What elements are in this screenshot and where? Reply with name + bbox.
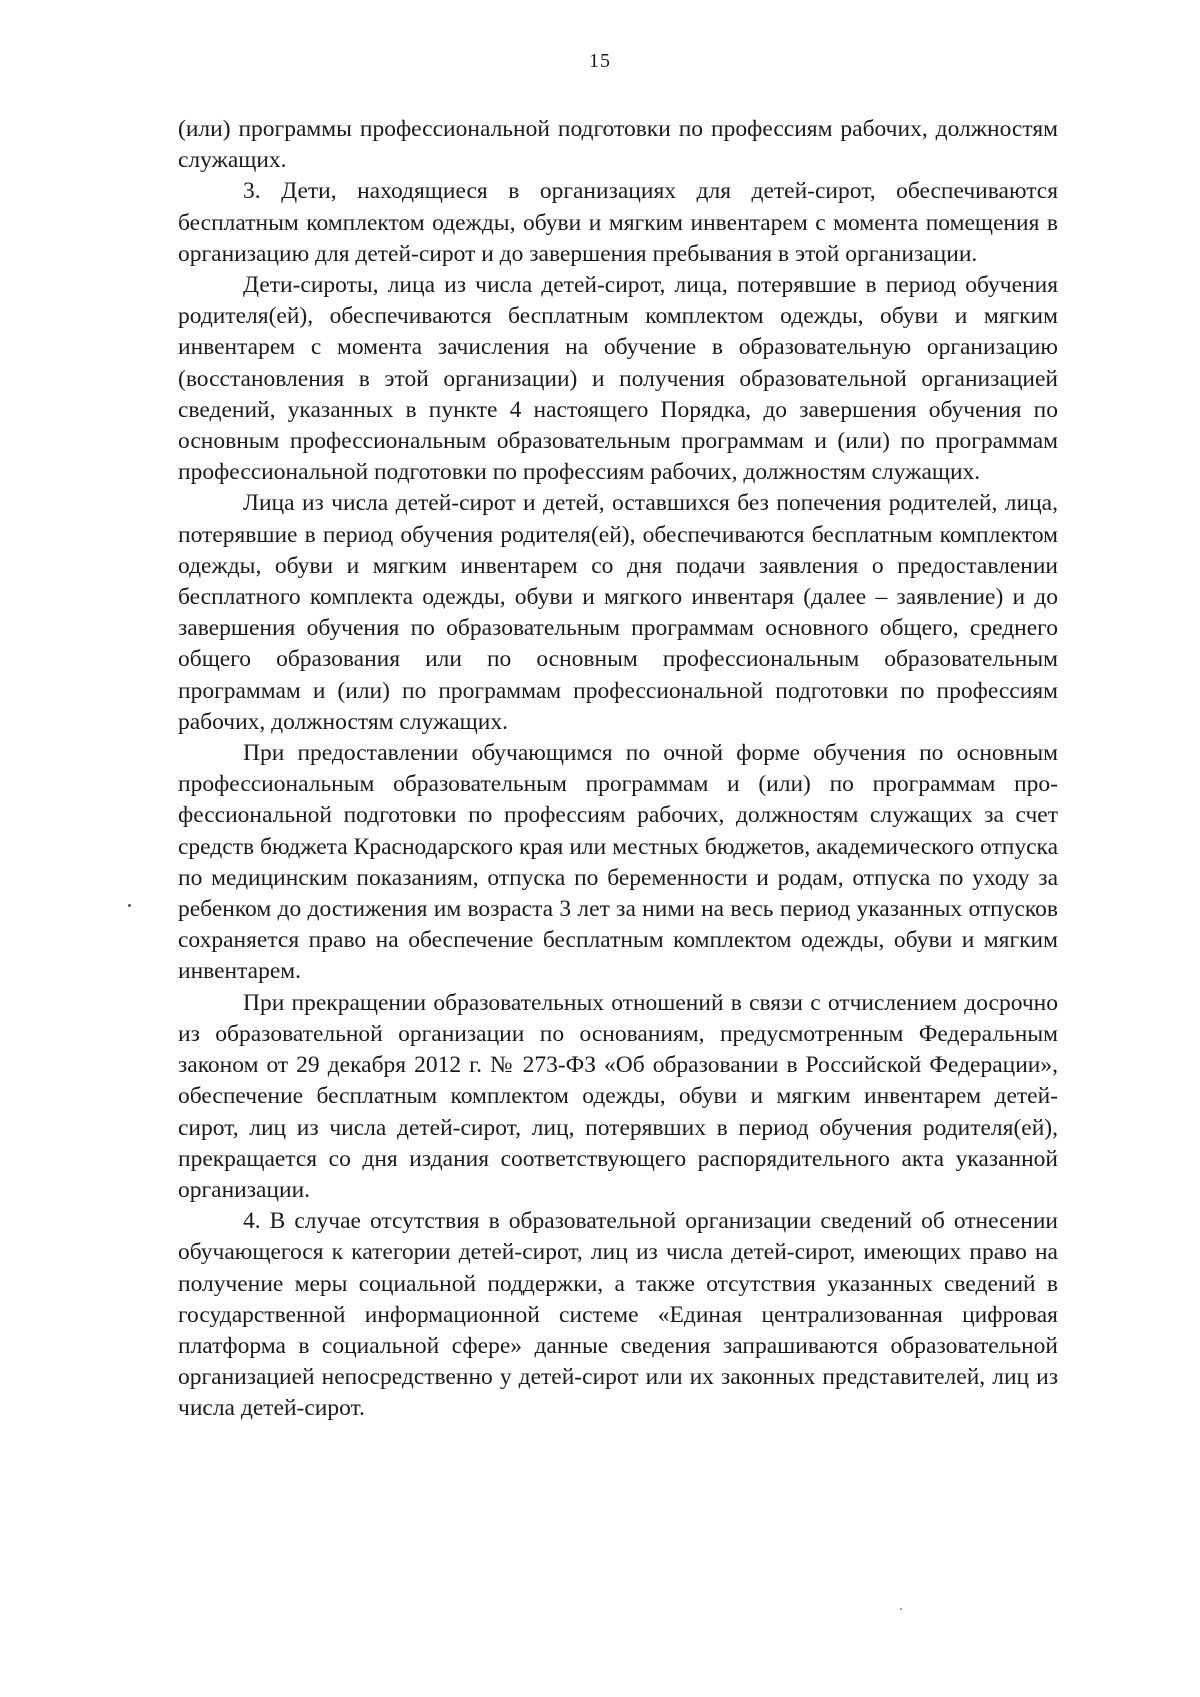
scan-speck: [900, 1608, 902, 1610]
paragraph-item-3: 3. Дети, находящиеся в организациях для детей-сирот, обеспечиваются бесплатным комплектом одежды, обуви и мягким инвентарем с момента помещения в организацию для детей-сирот и до завершения пребывания в этой организации.: [178, 178, 1058, 267]
paragraph-orphans-provision: Дети-сироты, лица из числа детей-сирот, лица, потерявшие в период обучения родителя(ей), обеспечиваются бесплатным комплектом одежды, обуви и мягким инвентарем с момента зачисления на обучение в образовательную организацию (восстановления в этой организации) и получения образовательной организацией сведений, указанных в пункте 4 настоящего Порядка, до завершения обучения по основным профессиональным образовательным программам и (или) по программам профессиональной подготовки по профессиям рабочих, должностям служащих.: [178, 272, 1058, 486]
paragraph-academic-leave: При предоставлении обучающимся по очной форме обучения по основным профессиональным образовательным программам и (или) по программам профессиональной подготовки по профессиям рабочих, должностям служащих за счет средств бюджета Краснодарского края или местных бюджетов, академического отпуска по медицинским показаниям, отпуска по беременности и родам, отпуска по уходу за ребенком до достижения им возраста 3 лет за ними на весь период указанных отпусков сохраняется право на обеспечение бесплатным комплектом одежды, обуви и мягким инвентарем.: [178, 740, 1058, 985]
scan-speck: [128, 904, 131, 907]
paragraph-continued: (или) программы профессиональной подготовки по профессиям рабочих, должностям служащих.: [178, 116, 1058, 174]
paragraph-termination: При прекращении образовательных отношений в связи с отчислением досрочно из образовательной организации по основаниям, предусмотренным Федеральным законом от 29 декабря 2012 г. № 273-ФЗ «Об образовании в Российской Федерации», обеспечение бесплатным комплектом одежды, обуви и мягким инвентарем детей-сирот, лиц из числа детей-сирот, лиц, потерявших в период обучения родителя(ей), прекращается со дня издания соответствующего распорядительного акта указанной организации.: [178, 989, 1058, 1203]
document-body: [178, 114, 1058, 1425]
paragraph-persons-provision: Лица из числа детей-сирот и детей, оставшихся без попечения родителей, лица, потерявшие в период обучения родителя(ей), обеспечиваются бесплатным комплектом одежды, обуви и мягким инвентарем со дня подачи заявления о предоставлении бесплатного комплекта одежды, обуви и мягкого инвентаря (далее – заявление) и до завершения обучения по образовательным программам основного общего, среднего общего образования или по основным профессиональным образовательным программам и (или) по программам профессиональной подготовки по профессиям рабочих, должностям служащих.: [178, 490, 1058, 735]
paragraph-item-4: 4. В случае отсутствия в образовательной организации сведений об отнесении обучающегося к категории детей-сирот, лиц из числа детей-сирот, имеющих право на получение меры социальной поддержки, а также отсутствия указанных сведений в государственной информационной системе «Единая централизованная цифровая платформа в социальной сфере» данные сведения запрашиваются образовательной организацией непосредственно у детей-сирот или их законных представителей, лиц из числа детей-сирот.: [178, 1208, 1058, 1422]
page-number: 15: [589, 50, 611, 72]
